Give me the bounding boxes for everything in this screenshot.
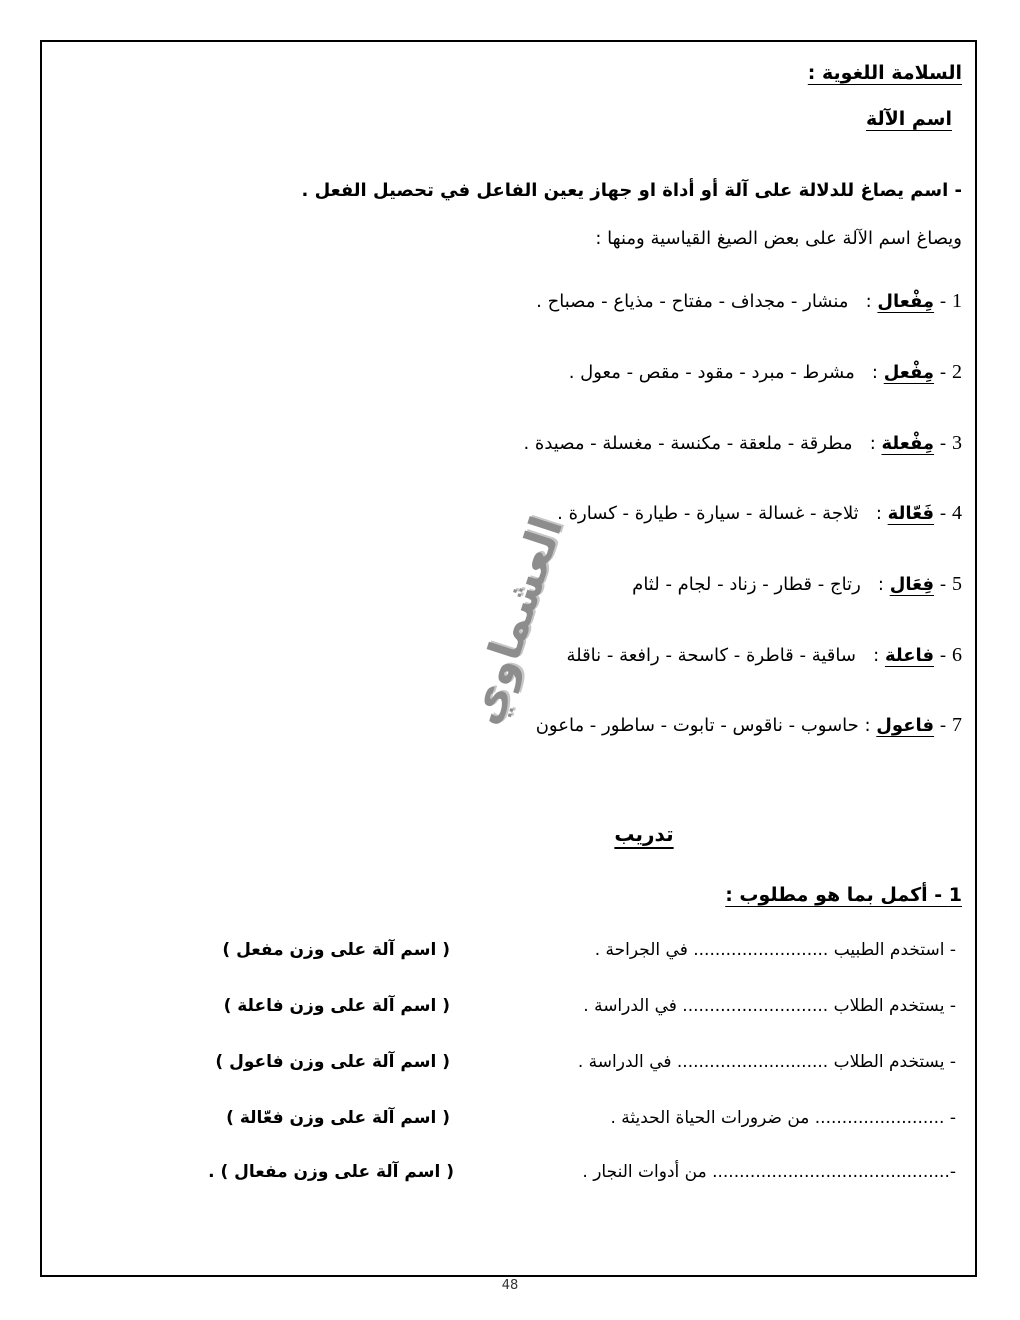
pattern-name: فاعلة	[884, 645, 935, 666]
pattern-examples: مشرط - مبرد - مقود - مقص - معول .	[568, 362, 855, 383]
pattern-number: 2	[952, 361, 962, 383]
pattern-examples: رتاج - قطار - زناد - لجام - لثام	[632, 574, 861, 595]
watermark: العشماوي	[458, 510, 574, 731]
pattern-examples: حاسوب - ناقوس - تابوت - ساطور - ماعون	[535, 715, 859, 736]
exercise-sentence: -............................................ من أدوات النجار .	[582, 1162, 956, 1182]
exercise-sentence: - ........................ من ضرورات الحياة الحديثة .	[610, 1108, 956, 1128]
pattern-name: مِفْعال	[877, 291, 935, 312]
pattern-name: فاعول	[876, 715, 935, 736]
exercise-hint: ( اسم آلة على وزن فعّالة )	[226, 1108, 450, 1128]
exercise-sentence: - استخدم الطبيب ......................... في الجراحة .	[594, 940, 956, 960]
pattern-number: 6	[952, 644, 962, 666]
pattern-row: 1 - مِفْعال : منشار - مجداف - مفتاح - مذياع - مصباح .	[536, 290, 962, 312]
pattern-name: مِفْعلة	[881, 433, 935, 454]
pattern-row: 7 - فاعول : حاسوب - ناقوس - تابوت - ساطور - ماعون	[535, 714, 962, 736]
definition: - اسم يصاغ للدلالة على آلة أو أداة او جهاز يعين الفاعل في تحصيل الفعل .	[301, 180, 962, 201]
pattern-examples: منشار - مجداف - مفتاح - مذياع - مصباح .	[536, 291, 849, 312]
pattern-row: 2 - مِفْعل : مشرط - مبرد - مقود - مقص - معول .	[568, 361, 962, 383]
pattern-row: 6 - فاعلة : ساقية - قاطرة - كاسحة - رافعة - ناقلة	[566, 644, 962, 666]
exercise-hint: ( اسم آلة على وزن مفعل )	[222, 940, 450, 960]
exercise-hint: ( اسم آلة على وزن مفعال ) .	[208, 1162, 454, 1182]
pattern-name: فِعَال	[889, 574, 935, 595]
exercise-hint: ( اسم آلة على وزن فاعلة )	[223, 996, 450, 1016]
pattern-examples: ساقية - قاطرة - كاسحة - رافعة - ناقلة	[566, 645, 856, 666]
exercise-sentence: - يستخدم الطلاب ........................... في الدراسة .	[583, 996, 956, 1016]
pattern-number: 1	[952, 290, 962, 312]
pattern-number: 7	[952, 714, 962, 736]
pattern-name: مِفْعل	[883, 362, 935, 383]
pattern-number: 5	[952, 573, 962, 595]
intro-text: ويصاغ اسم الآلة على بعض الصيغ القياسية ومنها :	[595, 228, 962, 249]
pattern-row: 5 - فِعَال : رتاج - قطار - زناد - لجام - لثام	[632, 573, 962, 595]
pattern-row: 3 - مِفْعلة : مطرقة - ملعقة - مكنسة - مغسلة - مصيدة .	[523, 432, 962, 454]
task-heading: 1 - أكمل بما هو مطلوب :	[725, 884, 962, 906]
training-title: تدريب	[614, 822, 674, 846]
page-number: 48	[501, 1278, 519, 1293]
pattern-examples: ثلاجة - غسالة - سيارة - طيارة - كسارة .	[557, 503, 859, 524]
pattern-examples: مطرقة - ملعقة - مكنسة - مغسلة - مصيدة .	[523, 433, 853, 454]
pattern-number: 4	[952, 502, 962, 524]
pattern-name: فَعّالة	[887, 503, 935, 524]
pattern-number: 3	[952, 432, 962, 454]
pattern-row: 4 - فَعّالة : ثلاجة - غسالة - سيارة - طيارة - كسارة .	[557, 502, 962, 524]
exercise-sentence: - يستخدم الطلاب ............................ في الدراسة .	[577, 1052, 956, 1072]
lesson-title: اسم الآلة	[865, 108, 952, 130]
exercise-hint: ( اسم آلة على وزن فاعول )	[215, 1052, 450, 1072]
section-title: السلامة اللغوية :	[807, 62, 962, 84]
